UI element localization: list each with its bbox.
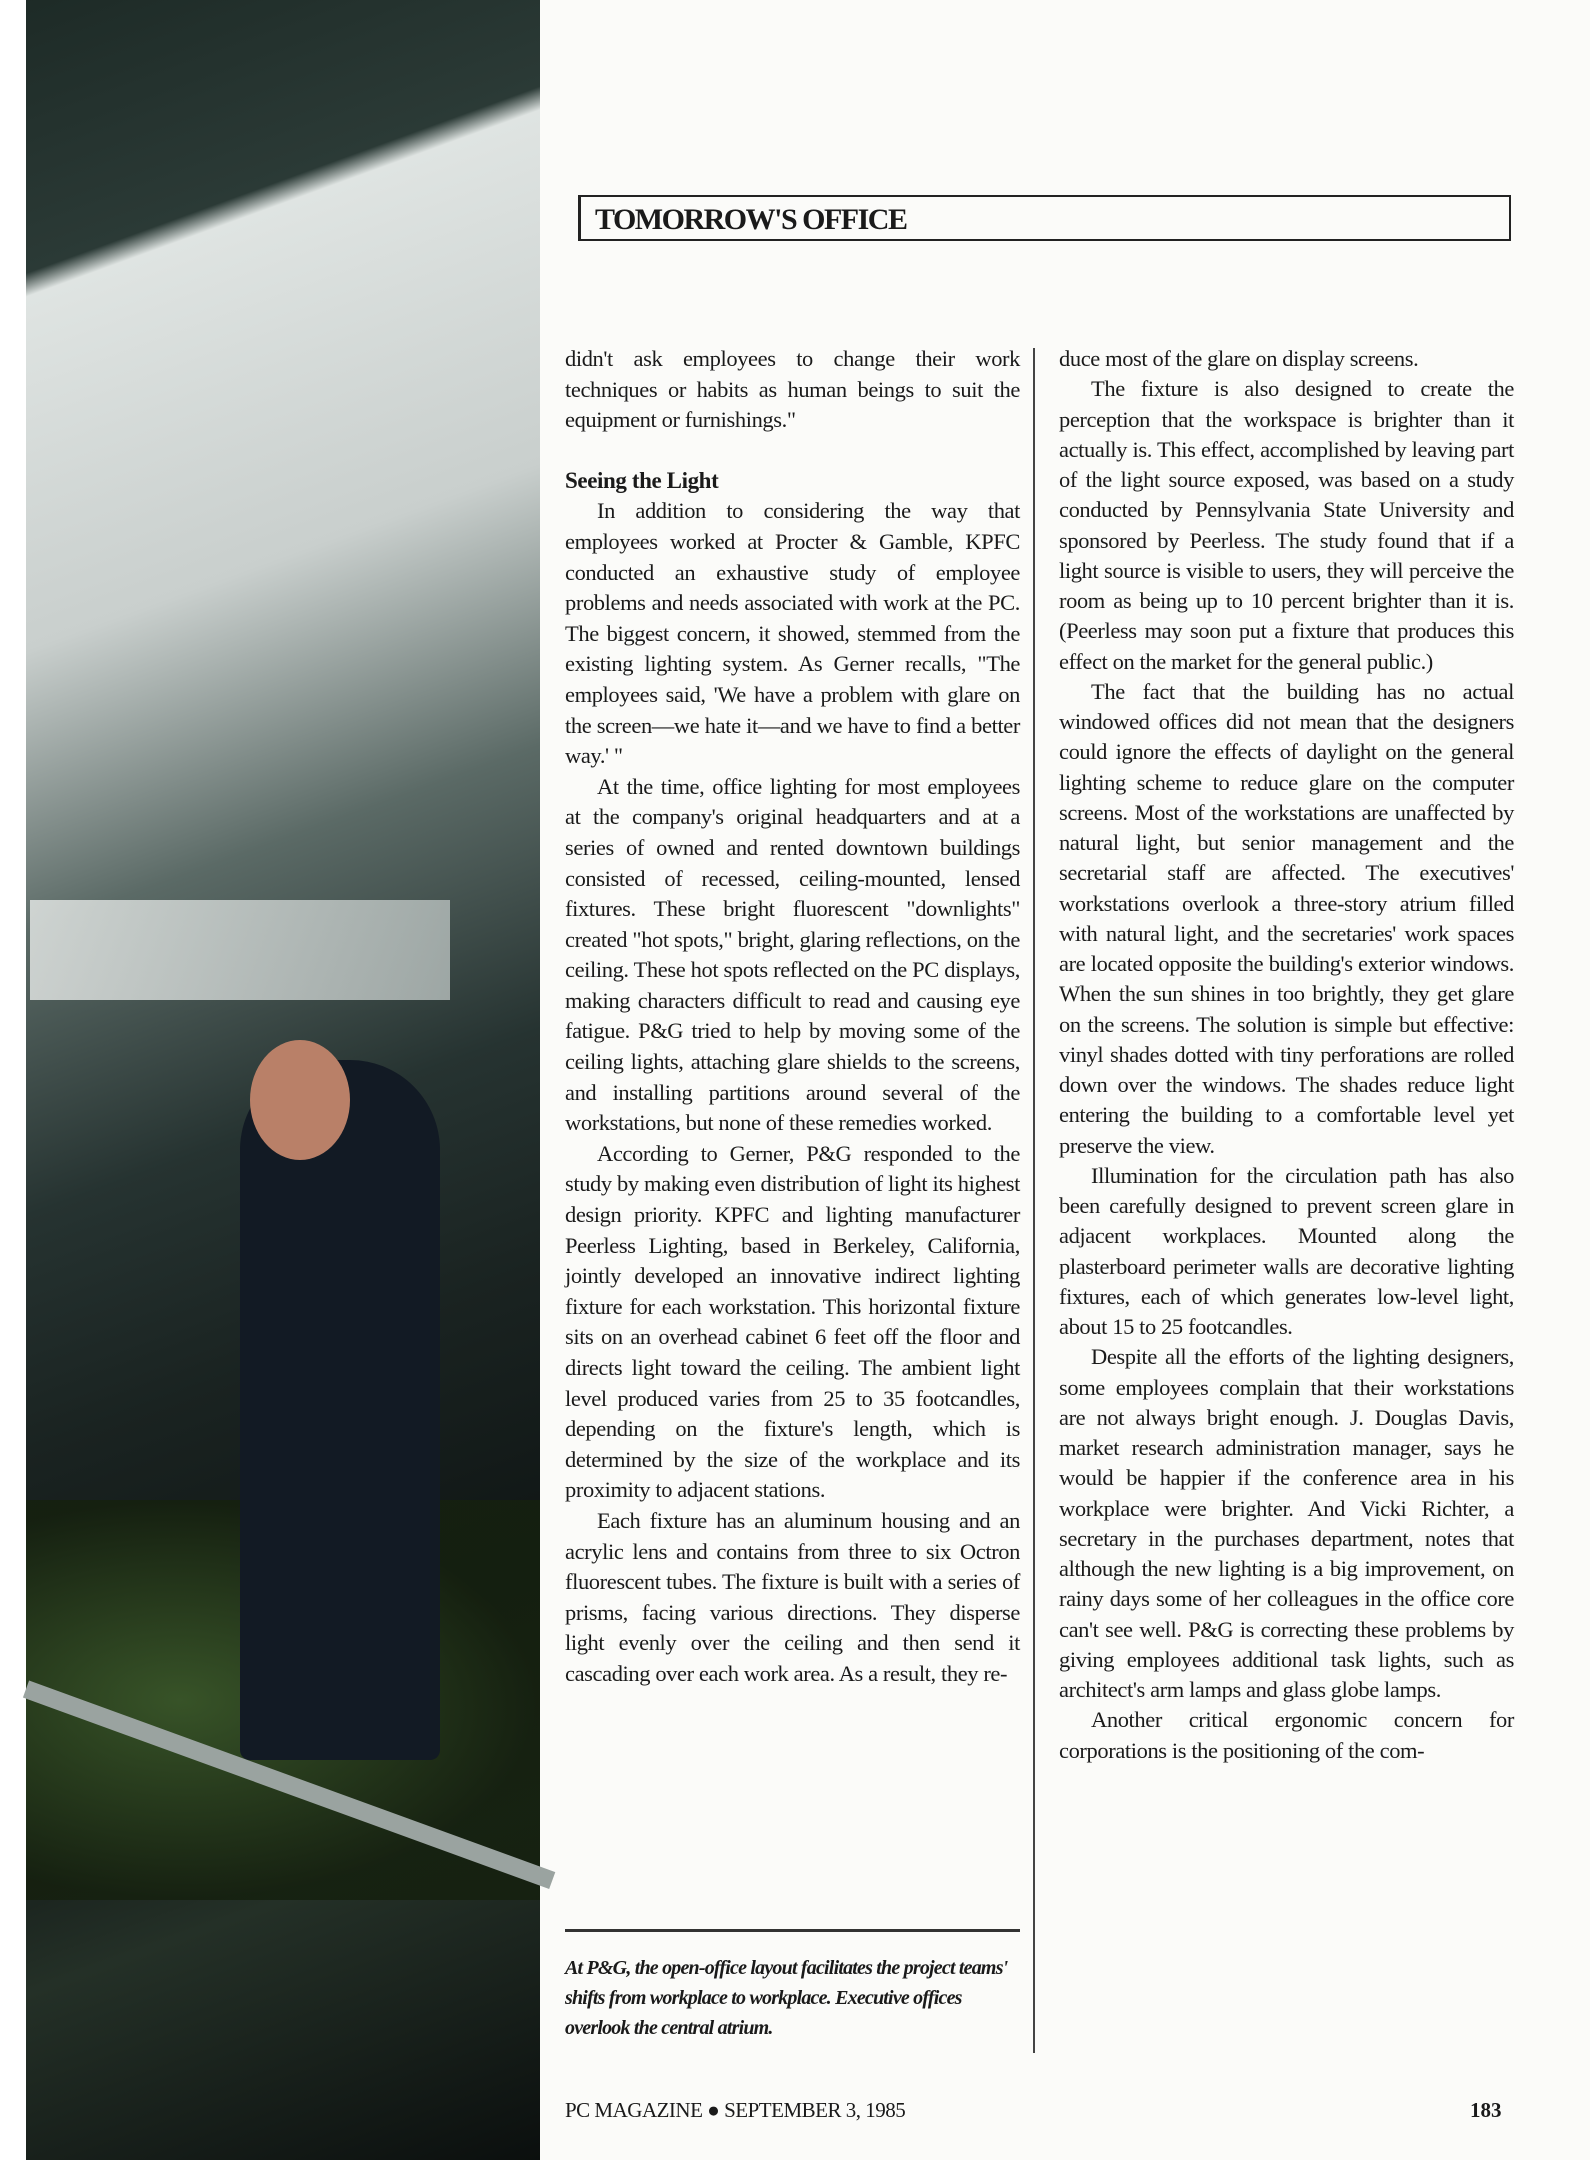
- office-photo: [0, 0, 540, 2160]
- paragraph: In addition to considering the way that employees worked at Procter & Gamble, KPFC conducted an exhaustive study of employee problems and needs associated with work at the PC. The biggest concern, it showed, stemmed from the existing lighting system. As Gerner recalls, "The employees said, 'We have a problem with glare on the screen—we hate it—and we have to find a better way.' ": [565, 498, 1020, 769]
- caption-rule: [565, 1929, 1020, 1932]
- photo-caption: At P&G, the open-office layout facilitates the project teams' shifts from workplace to workplace. Executive offices overlook the central atrium.: [565, 1957, 1008, 2039]
- paragraph: At the time, office lighting for most employees at the company's original headquarters and at a series of owned and rented downtown buildings consisted of recessed, ceiling-mounted, lensed fixtures. These bright fluorescent "downlights" created "hot spots," bright, glaring reflections, on the ceiling. These hot spots reflected on the PC displays, making characters difficult to read and causing eye fatigue. P&G tried to help by moving some of the ceiling lights, attaching glare shields to the screens, and installing partitions around several of the workstations, but none of these remedies worked.: [565, 773, 1020, 1136]
- page-margin: [0, 0, 26, 2160]
- photo-windows: [30, 900, 450, 1000]
- section-title: TOMORROW'S OFFICE: [595, 203, 907, 236]
- paragraph: Each fixture has an aluminum housing and an acrylic lens and contains from three to six Octron fluorescent tubes. The fixture is built with a series of prisms, facing various directions. They disperse light evenly over the ceiling and then send it cascading over each work area. As a result, they re-: [565, 1507, 1020, 1686]
- photo-person: [240, 1060, 440, 1760]
- paragraph: Another critical ergonomic concern for corporations is the positioning of the com-: [1059, 1707, 1514, 1763]
- page-number: 183: [1470, 2098, 1502, 2122]
- photo-person-head: [250, 1040, 350, 1160]
- paragraph: The fixture is also designed to create the perception that the workspace is brighter than it actually is. This effect, accomplished by leaving part of the light source exposed, was based on a study conducted by Pennsylvania State University and sponsored by Peerless. The study found that if a light source is visible to users, they will perceive the room as being up to 10 percent brighter than it is. (Peerless may soon put a fixture that produces this effect on the market for the general public.): [1059, 376, 1514, 674]
- paragraph: The fact that the building has no actual windowed offices did not mean that the designers could ignore the effects of daylight on the general lighting scheme to reduce glare on the computer screens. Most of the workstations are unaffected by natural light, but senior management and the secretarial staff are affected. The executives' workstations overlook a three-story atrium filled with natural light, and the secretaries' work spaces are located opposite the building's exterior windows. When the sun shines in too brightly, they get glare on the screens. The solution is simple but effective: vinyl shades dotted with tiny perforations are rolled down over the windows. The shades reduce light entering the building to a comfortable level yet preserve the view.: [1059, 678, 1514, 1158]
- paragraph: Illumination for the circulation path has also been carefully designed to prevent screen glare in adjacent workplaces. Mounted along the plasterboard perimeter walls are decorative lighting fixtures, each of which generates low-level light, about 15 to 25 footcandles.: [1059, 1162, 1514, 1339]
- column-divider: [1033, 348, 1035, 2053]
- section-header: [578, 195, 1511, 241]
- paragraph: According to Gerner, P&G responded to the study by making even distribution of light its highest design priority. KPFC and lighting manufacturer Peerless Lighting, based in Berkeley, California, jointly developed an innovative indirect lighting fixture for each workstation. This horizontal fixture sits on an overhead cabinet 6 feet off the floor and directs light toward the ceiling. The ambient light level produced varies from 25 to 35 footcandles, depending on the fixture's length, which is determined by the size of the workplace and its proximity to adjacent stations.: [565, 1140, 1020, 1503]
- article-column-1: [565, 344, 1020, 1690]
- paragraph: duce most of the glare on display screens.: [1059, 346, 1419, 371]
- subheading: Seeing the Light: [565, 467, 719, 493]
- paragraph: Despite all the efforts of the lighting designers, some employees complain that their workstations are not always bright enough. J. Douglas Davis, market research administration manager, says he would be happier if the conference area in his workplace were brighter. And Vicki Richter, a secretary in the purchases department, notes that although the new lighting is a big improvement, on rainy days some of her colleagues in the office core can't see well. P&G is correcting these problems by giving employees additional task lights, such as architect's arm lamps and glass globe lamps.: [1059, 1344, 1514, 1702]
- article-column-2: [1059, 344, 1514, 1766]
- footer-publication: PC MAGAZINE ● SEPTEMBER 3, 1985: [565, 2098, 906, 2122]
- paragraph: didn't ask employees to change their work techniques or habits as human beings to suit the equipment or furnishings.": [565, 346, 1020, 433]
